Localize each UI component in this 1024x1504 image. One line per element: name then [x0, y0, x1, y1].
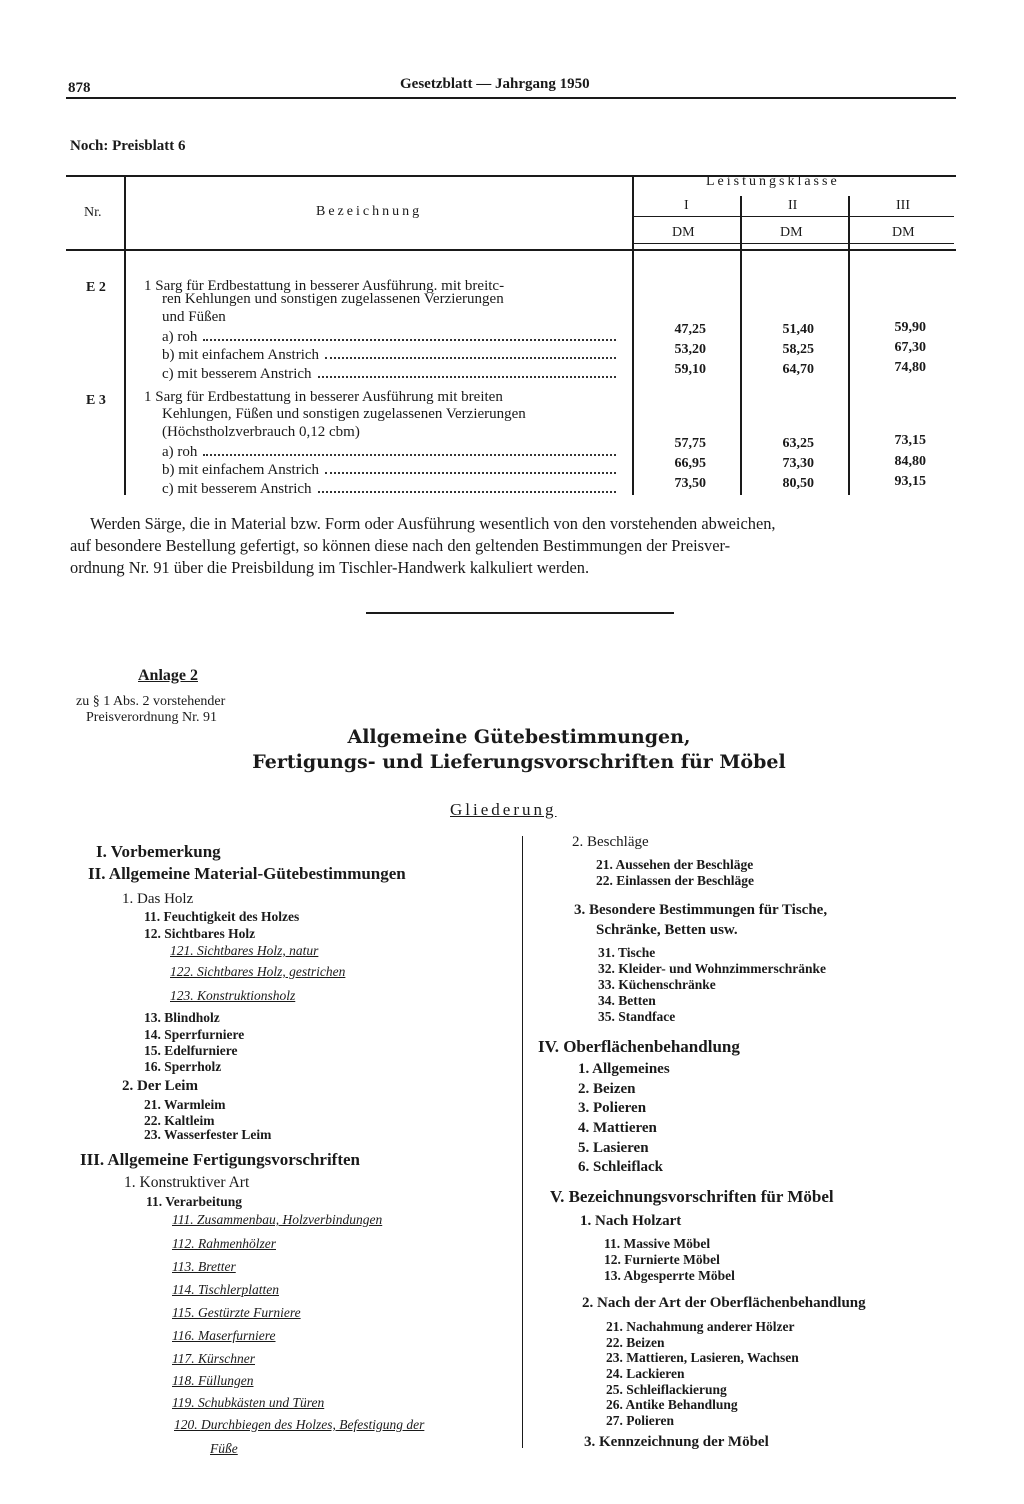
toc-subsection: 3. Besondere Bestimmungen für Tische,	[574, 902, 828, 918]
class-I: I	[684, 198, 689, 213]
unit-II: DM	[780, 225, 803, 240]
price-cell: 59,90	[894, 320, 926, 335]
toc-item: 118. Füllungen	[172, 1373, 254, 1388]
toc-item: Füße	[210, 1441, 238, 1456]
toc-item: 12. Furnierte Möbel	[604, 1252, 720, 1267]
col-bezeichnung-header: Bezeichnung	[316, 204, 423, 219]
page-number: 878	[68, 80, 91, 96]
toc-item: 35. Standface	[598, 1009, 676, 1024]
anlage-ref: zu § 1 Abs. 2 vorstehender	[76, 694, 226, 709]
toc-item: 117. Kürschner	[172, 1351, 255, 1366]
paragraph-line: auf besondere Bestellung gefertigt, so können diese nach den geltenden Bestimmungen der Preisver-	[70, 536, 731, 555]
row-desc: ren Kehlungen und sonstigen zugelassenen Verzierungen	[162, 291, 504, 307]
table-row: b) mit einfachem Anstrich	[162, 347, 622, 364]
toc-item: 27. Polieren	[606, 1413, 674, 1428]
toc-item: 16. Sperrholz	[144, 1059, 222, 1074]
price-cell: 73,15	[894, 433, 926, 448]
toc-subsection: 1. Das Holz	[122, 891, 194, 907]
price-cell: 58,25	[782, 342, 814, 357]
toc-subsection: 2. Beizen	[578, 1081, 636, 1097]
toc-item: 22. Kaltleim	[144, 1113, 215, 1128]
toc-item: 32. Kleider- und Wohnzimmerschränke	[598, 961, 827, 976]
toc-subsection: 4. Mattieren	[578, 1120, 657, 1136]
price-cell: 51,40	[782, 322, 814, 337]
toc-section: IV. Oberflächenbehandlung	[538, 1037, 740, 1056]
toc-item: 11. Verarbeitung	[146, 1194, 243, 1209]
toc-item: 14. Sperrfurniere	[144, 1027, 245, 1042]
toc-section: II. Allgemeine Material-Gütebestimmungen	[88, 864, 406, 883]
toc-item: 116. Maserfurniere	[172, 1328, 276, 1343]
paragraph-line: Werden Särge, die in Material bzw. Form oder Ausführung wesentlich von den vorstehenden abweichen,	[90, 514, 776, 533]
price-cell: 47,25	[674, 322, 706, 337]
price-cell: 63,25	[782, 436, 814, 451]
toc-subsection: 3. Polieren	[578, 1100, 647, 1116]
price-cell: 64,70	[782, 362, 814, 377]
row-nr-e2: E 2	[86, 280, 106, 295]
toc-item: 123. Konstruktionsholz	[170, 988, 296, 1003]
price-cell: 73,30	[782, 456, 814, 471]
table-row: a) roh	[162, 329, 622, 346]
toc-item: 122. Sichtbares Holz, gestrichen	[170, 964, 346, 979]
row-nr-e3: E 3	[86, 393, 106, 408]
toc-subsection: 1. Nach Holzart	[580, 1213, 682, 1229]
toc-item: 113. Bretter	[172, 1259, 236, 1274]
toc-subsection: 5. Lasieren	[578, 1140, 649, 1156]
row-desc: Kehlungen, Füßen und sonstigen zugelassenen Verzierungen	[162, 406, 526, 422]
col-leistungsklasse-header: Leistungsklasse	[706, 174, 840, 189]
toc-item: 12. Sichtbares Holz	[144, 926, 256, 941]
toc-section: I. Vorbemerkung	[96, 842, 221, 861]
unit-III: DM	[892, 225, 915, 240]
table-row: c) mit besserem Anstrich	[162, 366, 622, 383]
table-row: c) mit besserem Anstrich	[162, 481, 622, 498]
row-desc: (Höchstholzverbrauch 0,12 cbm)	[162, 424, 360, 440]
price-cell: 53,20	[674, 342, 706, 357]
unit-I: DM	[672, 225, 695, 240]
main-title-line1: Allgemeine Gütebestimmungen,	[347, 726, 691, 748]
toc-item: 13. Abgesperrte Möbel	[604, 1268, 735, 1283]
paragraph-line: ordnung Nr. 91 über die Preisbildung im Tischler-Handwerk kalkuliert werden.	[70, 558, 590, 577]
toc-item: 23. Wasserfester Leim	[144, 1127, 272, 1142]
toc-item: 23. Mattieren, Lasieren, Wachsen	[606, 1350, 799, 1365]
class-II: II	[788, 198, 798, 213]
toc-item: 22. Einlassen der Beschläge	[596, 873, 755, 888]
table-header-bottom-rule	[66, 249, 956, 251]
table-row: a) roh	[162, 444, 622, 461]
price-cell: 67,30	[894, 340, 926, 355]
row-desc: 1 Sarg für Erdbestattung in besserer Ausführung mit breiten	[144, 389, 503, 405]
toc-item: 121. Sichtbares Holz, natur	[170, 943, 319, 958]
toc-item: 115. Gestürzte Furniere	[172, 1305, 301, 1320]
toc-item: 15. Edelfurniere	[144, 1043, 238, 1058]
toc-item: 26. Antike Behandlung	[606, 1397, 738, 1412]
price-cell: 57,75	[674, 436, 706, 451]
toc-subsection: 6. Schleiflack	[578, 1159, 663, 1175]
toc-section: V. Bezeichnungsvorschriften für Möbel	[550, 1187, 834, 1206]
paragraph	[70, 513, 960, 579]
anlage-ref: Preisverordnung Nr. 91	[86, 710, 218, 725]
toc-item: 114. Tischlerplatten	[172, 1282, 279, 1297]
toc-item: 112. Rahmenhölzer	[172, 1236, 276, 1251]
col-nr-header: Nr.	[84, 205, 102, 220]
gliederung-heading: Gliederung	[450, 800, 557, 819]
toc-item: 33. Küchenschränke	[598, 977, 716, 992]
column-divider	[522, 836, 523, 1448]
row-desc: 1 Sarg für Erdbestattung in besserer Ausführung. mit breitc-	[144, 278, 505, 294]
row-desc: und Füßen	[162, 309, 226, 325]
toc-subsection: 3. Kennzeichnung der Möbel	[584, 1434, 769, 1450]
class-III: III	[896, 198, 910, 213]
toc-item: 21. Warmleim	[144, 1097, 226, 1112]
toc-item: 31. Tische	[598, 945, 656, 960]
price-cell: 74,80	[894, 360, 926, 375]
price-cell: 73,50	[674, 476, 706, 491]
toc-subsection: Schränke, Betten usw.	[596, 922, 738, 938]
toc-subsection: 2. Beschläge	[572, 834, 649, 850]
toc-section: III. Allgemeine Fertigungsvorschriften	[80, 1150, 360, 1169]
price-cell: 80,50	[782, 476, 814, 491]
price-cell: 59,10	[674, 362, 706, 377]
toc-item: 21. Nachahmung anderer Hölzer	[606, 1319, 795, 1334]
main-title-line2: Fertigungs- und Lieferungsvorschriften für Möbel	[252, 751, 786, 773]
page-header-title: Gesetzblatt — Jahrgang 1950	[400, 76, 590, 92]
toc-item: 111. Zusammenbau, Holzverbindungen	[172, 1212, 383, 1227]
toc-item: 11. Massive Möbel	[604, 1236, 711, 1251]
toc-item: 13. Blindholz	[144, 1010, 220, 1025]
section-label: Noch: Preisblatt 6	[70, 138, 186, 154]
table-row: b) mit einfachem Anstrich	[162, 462, 622, 479]
toc-item: 21. Aussehen der Beschläge	[596, 857, 754, 872]
toc-subsection: 1. Konstruktiver Art	[124, 1174, 250, 1191]
toc-subsection: 2. Nach der Art der Oberflächenbehandlung	[582, 1295, 866, 1311]
toc-item: 22. Beizen	[606, 1335, 665, 1350]
price-cell: 93,15	[894, 474, 926, 489]
toc-subsection: 1. Allgemeines	[578, 1061, 670, 1077]
anlage-title: Anlage 2	[138, 667, 198, 684]
toc-item: 34. Betten	[598, 993, 656, 1008]
toc-item: 11. Feuchtigkeit des Holzes	[144, 909, 300, 924]
toc-item: 120. Durchbiegen des Holzes, Befestigung der	[174, 1417, 425, 1432]
toc-item: 119. Schubkästen und Türen	[172, 1395, 325, 1410]
price-cell: 84,80	[894, 454, 926, 469]
price-cell: 66,95	[674, 456, 706, 471]
separator-rule	[366, 612, 674, 614]
toc-item: 25. Schleiflackierung	[606, 1382, 727, 1397]
toc-subsection: 2. Der Leim	[122, 1078, 198, 1094]
toc-item: 24. Lackieren	[606, 1366, 685, 1381]
header-rule	[66, 97, 956, 99]
